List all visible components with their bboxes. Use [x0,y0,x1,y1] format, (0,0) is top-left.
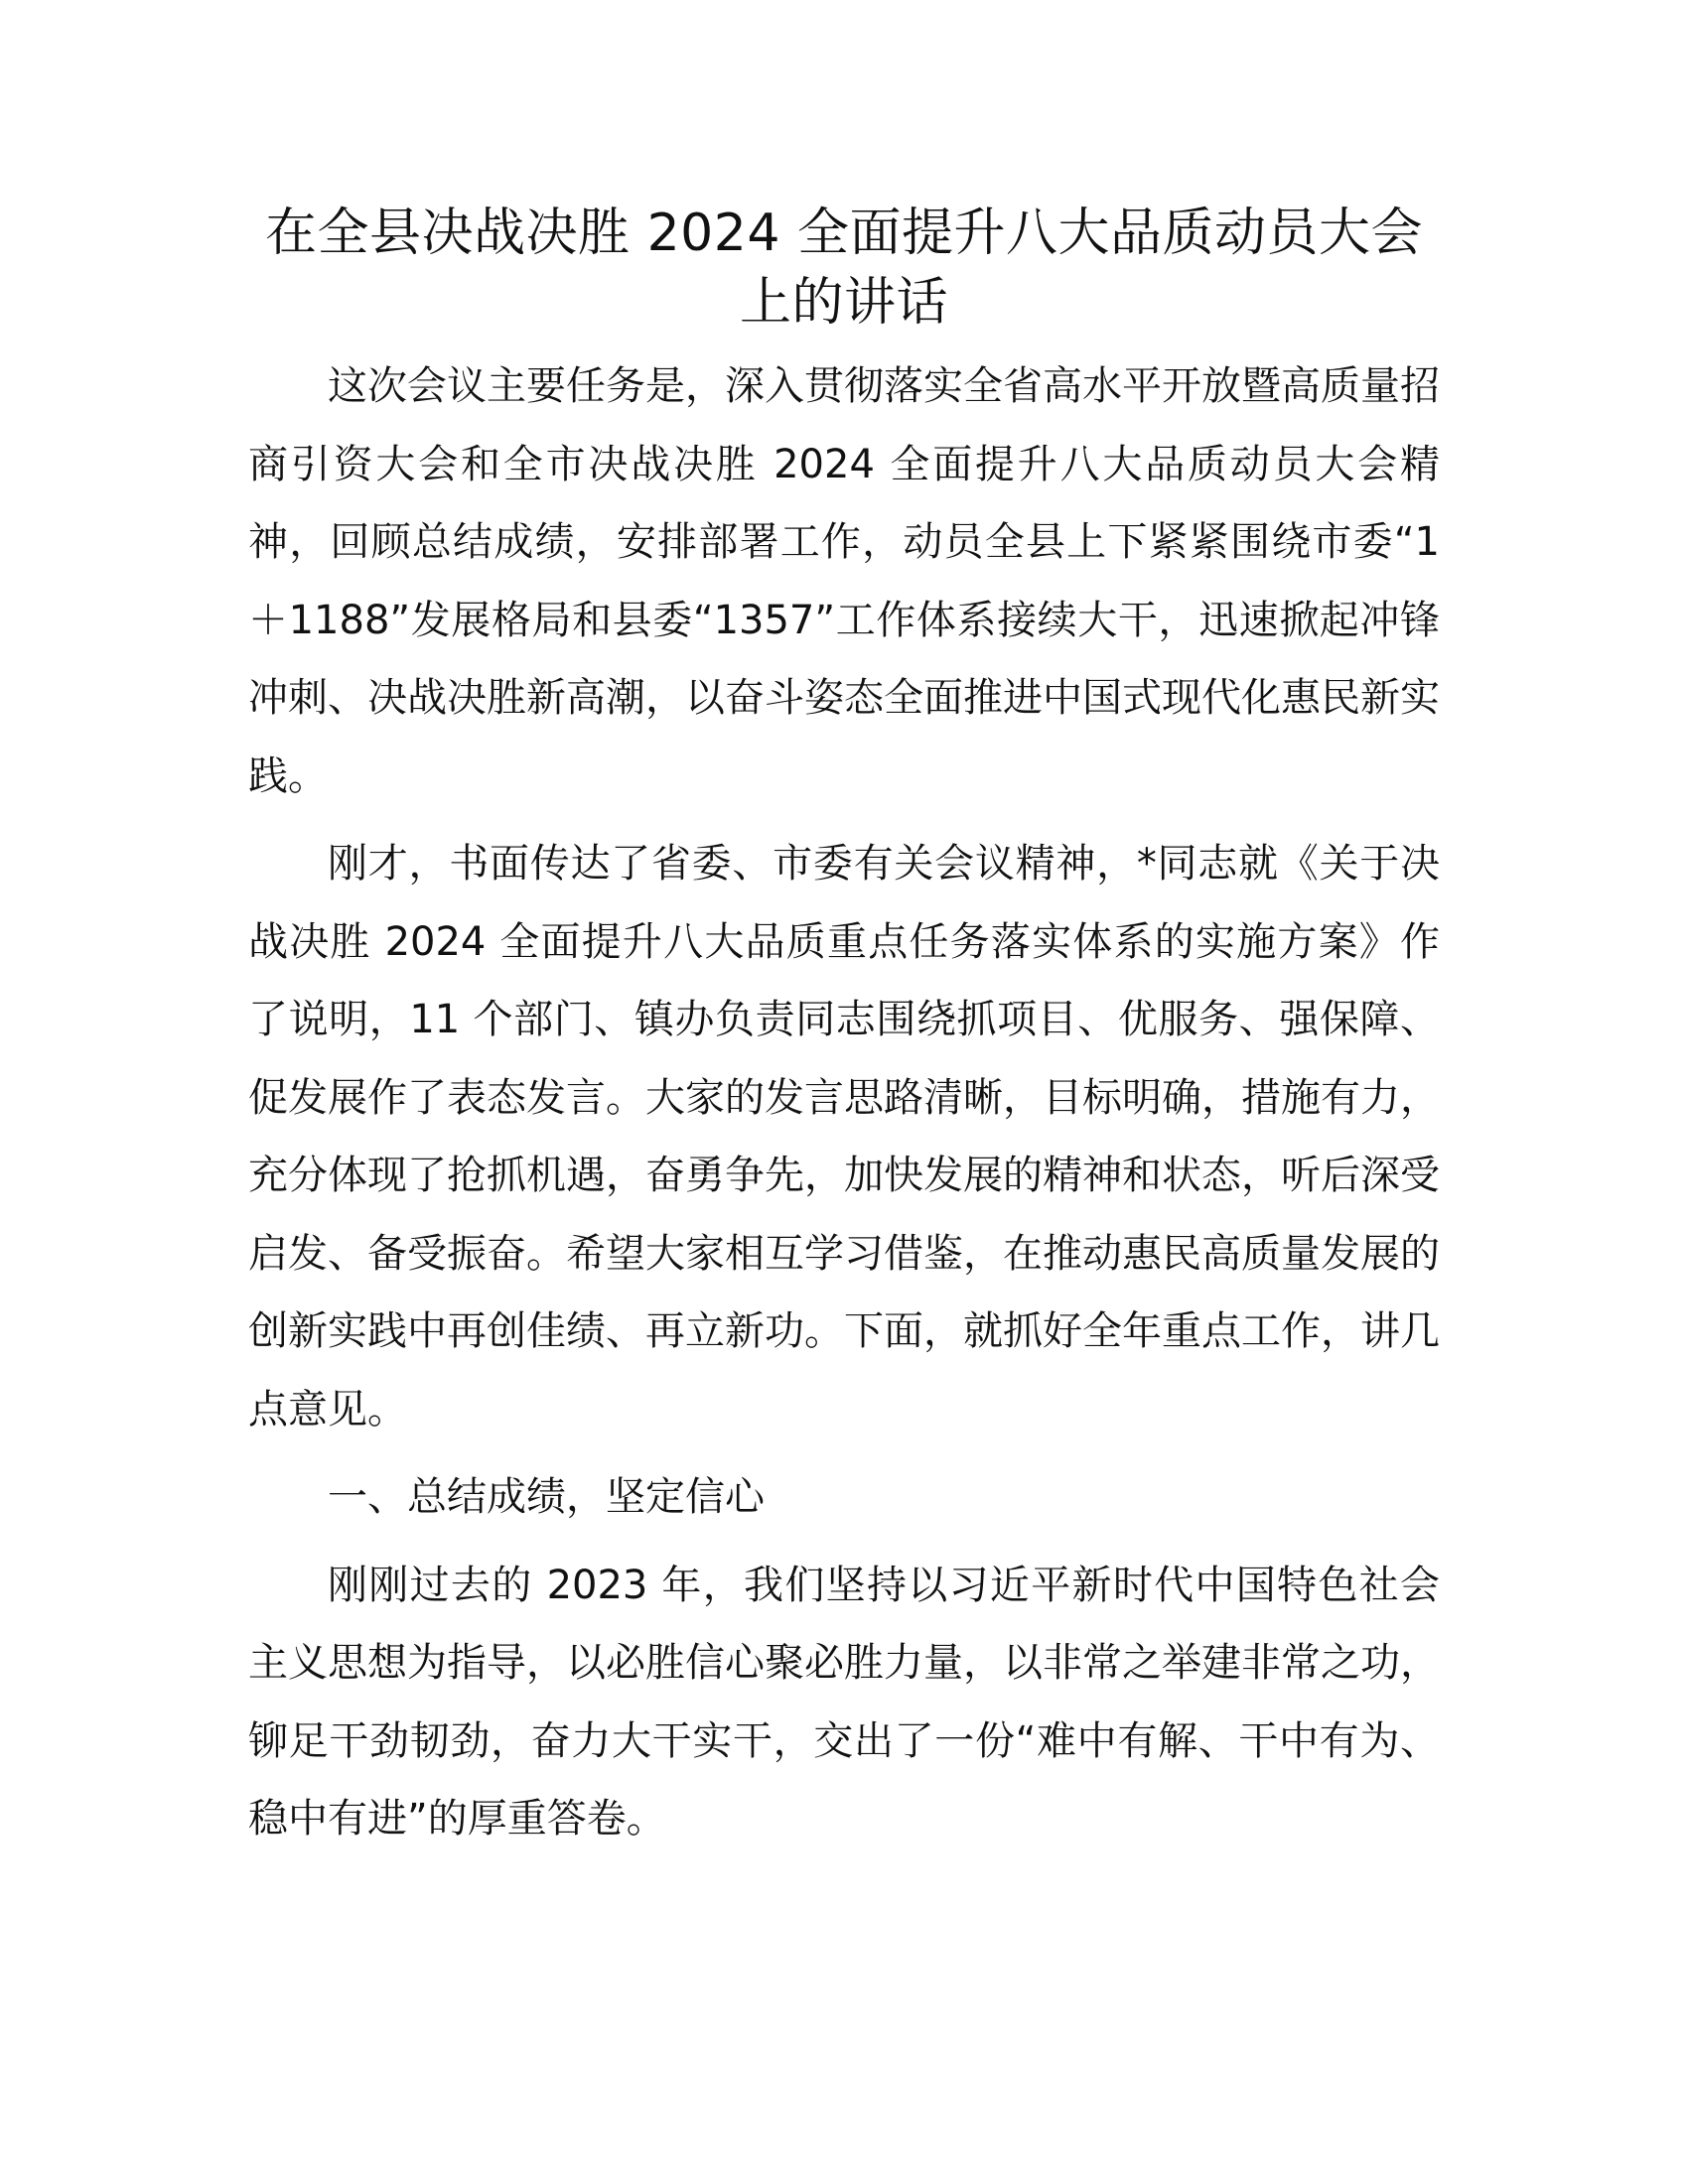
document-page [248,199,1440,1868]
section-heading: 一、总结成绩，坚定信心 [328,1474,765,1520]
document-title: 在全县决战决胜 2024 全面提升八大品质动员大会上的讲话 [265,204,1423,333]
paragraph-meeting-review: 刚才，书面传达了省委、市委有关会议精神，*同志就《关于决战决胜 2024 全面提升八大品质重点任务落实体系的实施方案》作了说明，11 个部门、镇办负责同志围绕抓项目、优服务、强保障、促发展作了表态发言。大家的发言思路清晰，目标明确，措施有力，充分体现了抢抓机遇，奋勇争先，加快发展的精神和状态，听后深受启发、备受振奋。希望大家相互学习借鉴，在推动惠民高质量发展的创新实践中再创佳绩、再立新功。下面，就抓好全年重点工作，讲几点意见。 [248,841,1440,1433]
paragraph-2023-summary: 刚刚过去的 2023 年，我们坚持以习近平新时代中国特色社会主义思想为指导，以必胜信心聚必胜力量，以非常之举建非常之功，铆足干劲韧劲，奋力大干实干，交出了一份“难中有解、干中有为、稳中有进”的厚重答卷。 [248,1562,1440,1842]
paragraph-meeting-tasks: 这次会议主要任务是，深入贯彻落实全省高水平开放暨高质量招商引资大会和全市决战决胜 2024 全面提升八大品质动员大会精神，回顾总结成绩，安排部署工作，动员全县上下紧紧围绕市委“1＋1188”发展格局和县委“1357”工作体系接续大干，迅速掀起冲锋冲刺、决战决胜新高潮，以奋斗姿态全面推进中国式现代化惠民新实践。 [248,363,1440,799]
